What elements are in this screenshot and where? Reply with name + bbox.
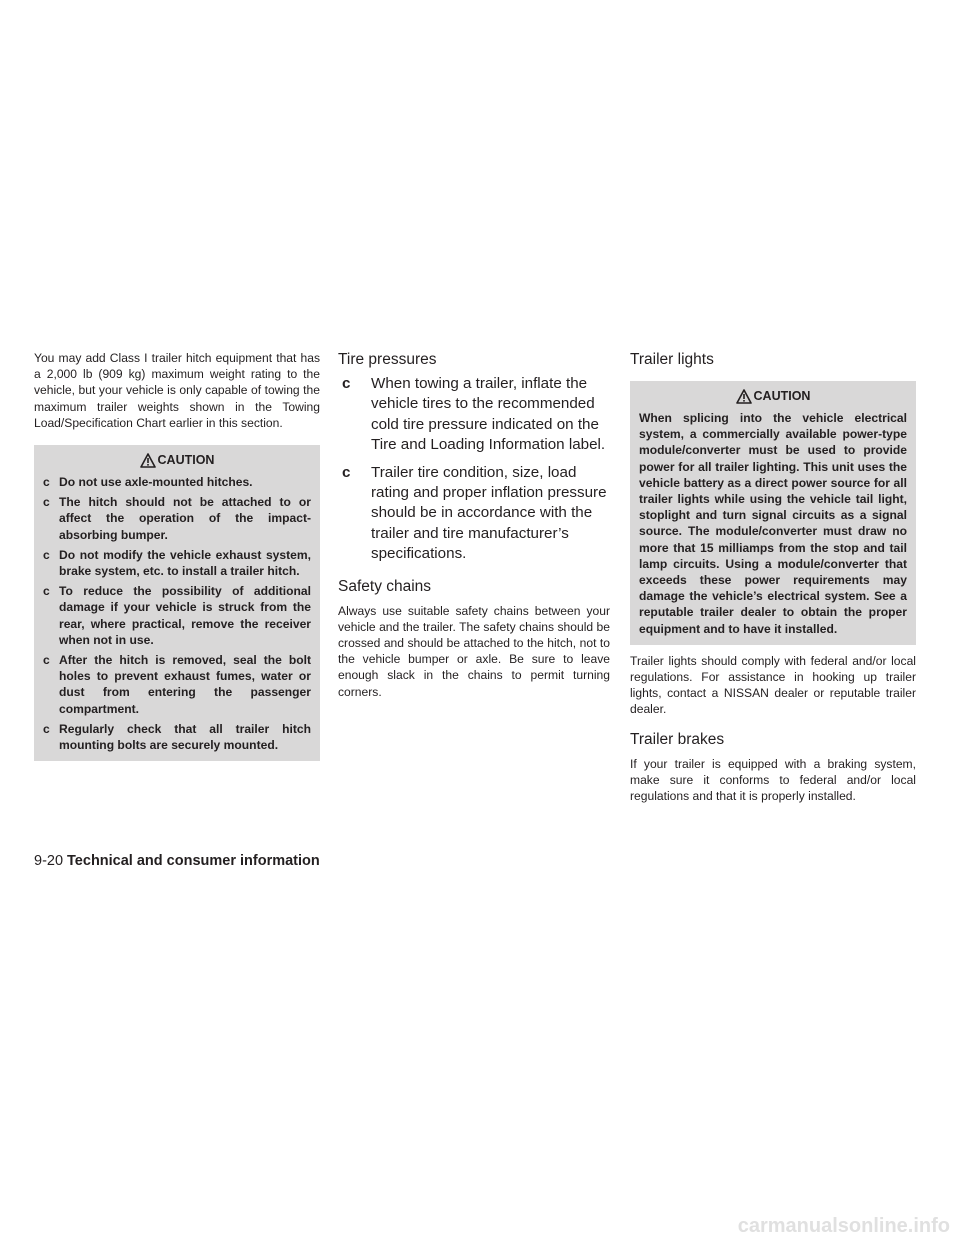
list-item: c Trailer tire condition, size, load rating and proper inflation pressure should be in accordance with the trailer and tire manufacturer’s specifications.: [338, 463, 610, 565]
column-middle: [338, 350, 610, 700]
page-footer: [34, 853, 320, 869]
list-item: c After the hitch is removed, seal the bolt holes to prevent exhaust fumes, water or dust from entering the passenger compartment.: [43, 652, 311, 717]
caution-label: CAUTION: [753, 389, 811, 403]
hitch-caution-list: [43, 474, 311, 753]
list-item: c When towing a trailer, inflate the vehicle tires to the recommended cold tire pressure indicated on the Tire and Loading Information label.: [338, 374, 610, 456]
safety-chains-heading: Safety chains: [338, 577, 432, 595]
trailer-lights-heading: Trailer lights: [630, 351, 714, 368]
lights-caution-text: When splicing into the vehicle electrical system, a commercially available power-type module/converter must be used to provide power for all trailer lighting. This unit uses the vehicle battery as a direct power source for all trailer lights while using the vehicle tail light, stoplight and turn signal circuits as a signal source. The module/converter must draw no more that 15 milliamps from the stop and tail lamp circuits. Using a module/converter that exceeds these power requirements may damage the vehicle’s electrical system. See a reputable trailer dealer to obtain the proper equipment and to have it installed.: [639, 411, 907, 636]
caution-heading: [43, 450, 311, 470]
column-right: [630, 350, 916, 804]
lights-caution-box: [630, 381, 916, 645]
tire-pressures-heading: Tire pressures: [338, 351, 437, 368]
trailer-brakes-heading: Trailer brakes: [630, 730, 725, 748]
warning-triangle-icon: [736, 389, 752, 404]
list-item: c To reduce the possibility of additional damage if your vehicle is struck from the rear, where practical, remove the receiver when not in use.: [43, 583, 311, 648]
safety-chains-text: Always use suitable safety chains between your vehicle and the trailer. The safety chains should be crossed and should be attached to the hitch, not to the vehicle bumper or axle. Be sure to leave enough slack in the chains to permit turning corners.: [338, 603, 610, 699]
list-item: c Do not use axle-mounted hitches.: [43, 474, 311, 490]
list-item: c Regularly check that all trailer hitch mounting bolts are securely mounted.: [43, 721, 311, 753]
caution-label: CAUTION: [157, 453, 215, 468]
section-title: Technical and consumer information: [67, 853, 320, 869]
watermark-text: carmanualsonline.info: [737, 1215, 950, 1237]
warning-triangle-icon: [140, 453, 156, 468]
tire-pressures-list: [338, 374, 610, 565]
hitch-caution-box: [34, 445, 320, 761]
list-item: c Do not modify the vehicle exhaust system, brake system, etc. to install a trailer hitch.: [43, 547, 311, 579]
column-left: [34, 350, 320, 761]
trailer-lights-text: Trailer lights should comply with federal and/or local regulations. For assistance in hooking up trailer lights, contact a NISSAN dealer or reputable trailer dealer.: [630, 653, 916, 717]
list-item: c The hitch should not be attached to or affect the operation of the impact-absorbing bumper.: [43, 494, 311, 543]
trailer-brakes-text: If your trailer is equipped with a braking system, make sure it conforms to federal and/or local regulations and that it is properly installed.: [630, 756, 916, 804]
page-number: 9-20: [34, 853, 64, 869]
hitch-intro-text: You may add Class I trailer hitch equipment that has a 2,000 lb (909 kg) maximum weight rating to the vehicle, but your vehicle is only capable of towing the maximum trailer weights shown in the Towing Load/Specification Chart earlier in this section.: [34, 351, 320, 430]
caution-heading: [639, 386, 907, 406]
